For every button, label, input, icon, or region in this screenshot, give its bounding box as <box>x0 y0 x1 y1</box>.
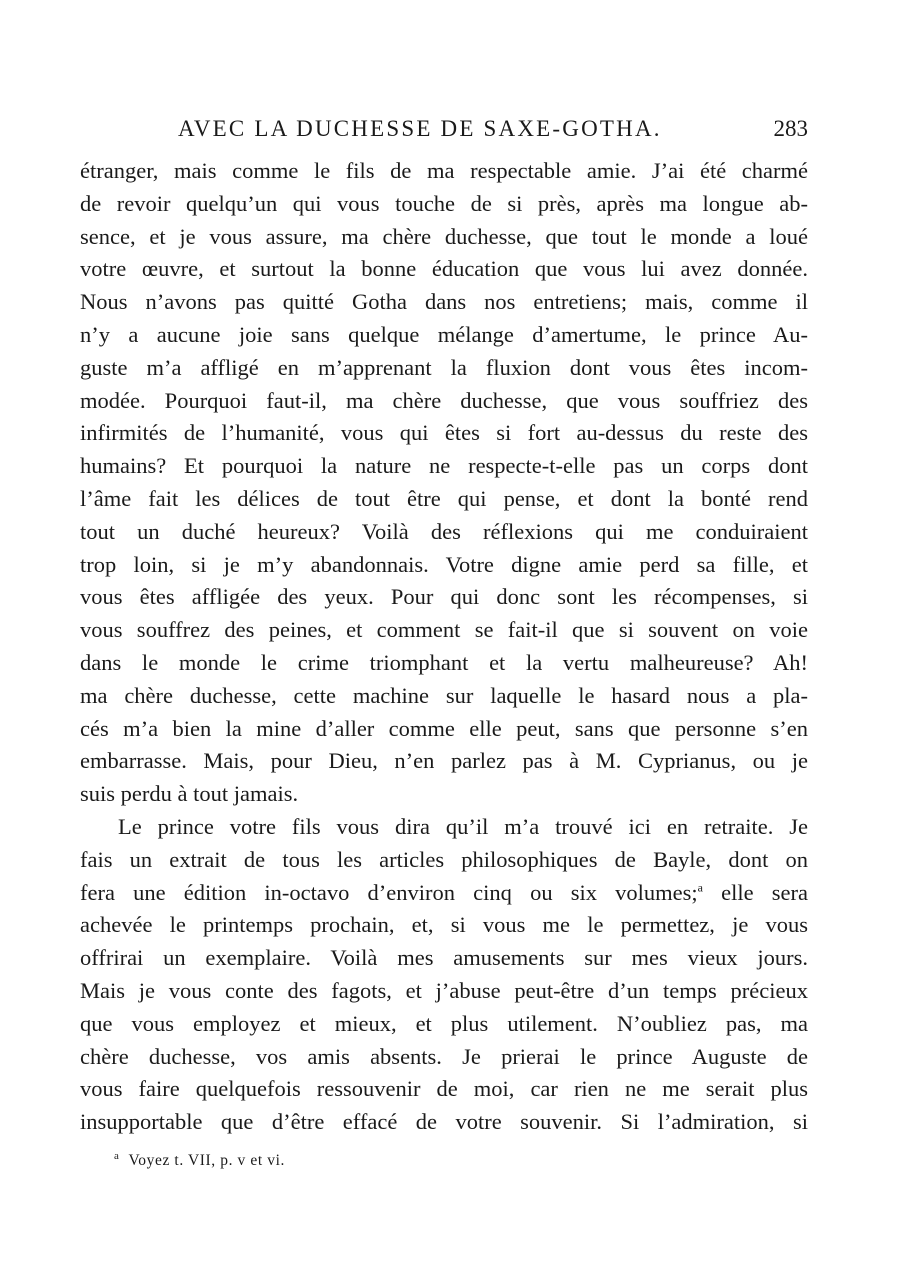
text-line: tout un duché heureux? Voilà des réflexions qui me conduiraient <box>80 518 808 544</box>
text-line: dans le monde le crime triomphant et la vertu malheureuse? Ah! <box>80 649 808 675</box>
text-line: vous êtes affligée des yeux. Pour qui donc sont les récompenses, si <box>80 584 808 610</box>
running-title: AVEC LA DUCHESSE DE SAXE-GOTHA. <box>178 116 662 141</box>
text-line: Mais je vous conte des fagots, et j’abuse peut-être d’un temps précieux <box>80 977 808 1003</box>
text-line: infirmités de l’humanité, vous qui êtes si fort au-dessus du reste des <box>80 420 808 446</box>
page-number: 283 <box>773 116 808 141</box>
text-line: guste m’a affligé en m’apprenant la fluxion dont vous êtes incom- <box>80 354 808 380</box>
text-line: n’y a aucune joie sans quelque mélange d’amertume, le prince Au- <box>80 321 808 347</box>
text-line-segment: elle sera <box>702 879 809 905</box>
text-line-segment: fera une édition in-octavo d’environ cinq ou six volumes; <box>80 879 698 905</box>
running-head <box>80 112 808 146</box>
text-line: vous faire quelquefois ressouvenir de moi, car rien ne me serait plus <box>80 1076 808 1102</box>
footnote-reference: a <box>697 880 703 895</box>
text-line: embarrasse. Mais, pour Dieu, n’en parlez pas à M. Cyprianus, ou je <box>80 748 808 774</box>
text-line: votre œuvre, et surtout la bonne éducation que vous lui avez donnée. <box>80 256 808 282</box>
text-line: étranger, mais comme le fils de ma respectable amie. J’ai été charmé <box>80 158 808 183</box>
text-line: fais un extrait de tous les articles philosophiques de Bayle, dont on <box>80 846 808 872</box>
text-line: humains? Et pourquoi la nature ne respecte-t-elle pas un corps dont <box>80 453 808 479</box>
text-line-with-note <box>80 877 808 910</box>
body-text <box>80 155 808 1139</box>
text-line: Nous n’avons pas quitté Gotha dans nos entretiens; mais, comme il <box>80 289 808 315</box>
text-line: l’âme fait les délices de tout être qui pense, et dont la bonté rend <box>80 485 808 511</box>
text-line: offrirai un exemplaire. Voilà mes amusements sur mes vieux jours. <box>80 945 808 971</box>
footnote-marker: a <box>114 1149 120 1162</box>
text-line: trop loin, si je m’y abandonnais. Votre digne amie perd sa fille, et <box>80 551 808 577</box>
text-line: sence, et je vous assure, ma chère duchesse, que tout le monde a loué <box>80 223 808 249</box>
footnote <box>114 1150 285 1172</box>
text-line-paragraph-end: suis perdu à tout jamais. <box>80 781 299 807</box>
text-line: vous souffrez des peines, et comment se fait-il que si souvent on voie <box>80 617 808 643</box>
text-line: insupportable que d’être effacé de votre souvenir. Si l’admiration, si <box>80 1109 808 1135</box>
text-line: chère duchesse, vos amis absents. Je prierai le prince Auguste de <box>80 1043 808 1069</box>
footnote-text: Voyez t. VII, p. v et vi. <box>128 1152 285 1169</box>
text-line: modée. Pourquoi faut-il, ma chère duchesse, que vous souffriez des <box>80 387 808 413</box>
text-line: que vous employez et mieux, et plus utilement. N’oubliez pas, ma <box>80 1010 808 1036</box>
text-line: de revoir quelqu’un qui vous touche de si près, après ma longue ab- <box>80 190 808 216</box>
text-line: ma chère duchesse, cette machine sur laquelle le hasard nous a pla- <box>80 682 808 708</box>
text-line: cés m’a bien la mine d’aller comme elle peut, sans que personne s’en <box>80 715 808 741</box>
text-line: achevée le printemps prochain, et, si vous me le permettez, je vous <box>80 912 808 938</box>
text-line-paragraph-start: Le prince votre fils vous dira qu’il m’a trouvé ici en retraite. Je <box>118 813 808 839</box>
